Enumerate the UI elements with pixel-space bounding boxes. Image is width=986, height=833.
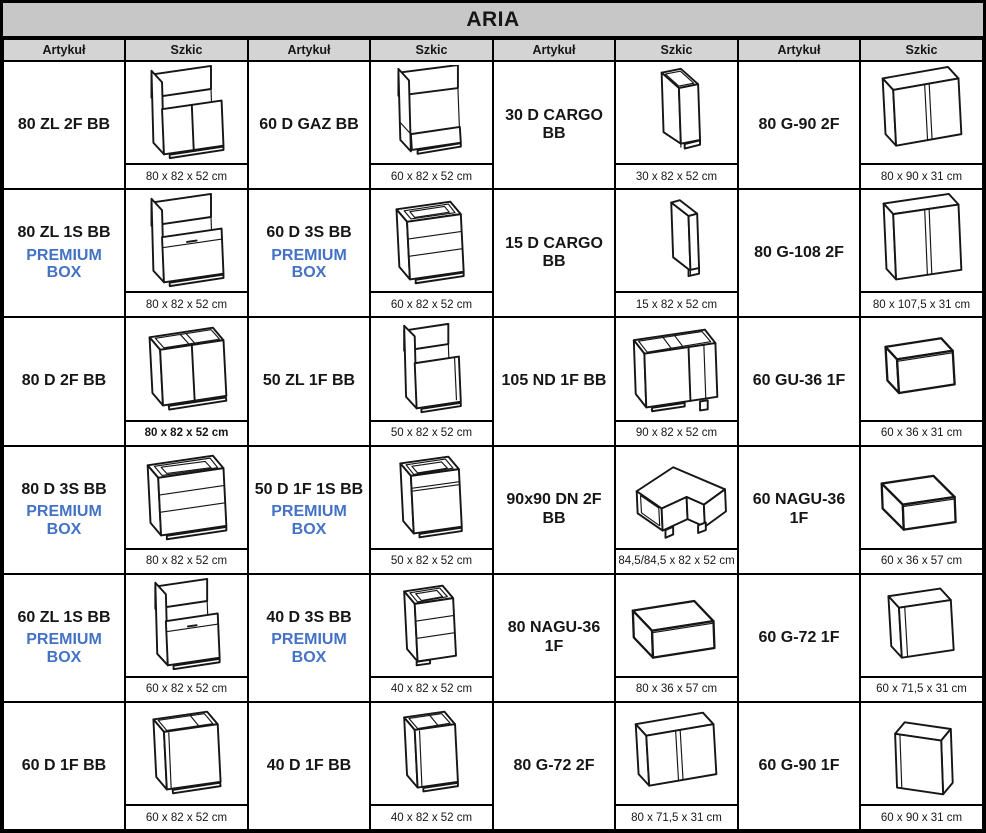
corner-blind-105-sketch	[617, 321, 737, 417]
base-2-door-sketch	[127, 321, 247, 417]
sketch-area	[126, 190, 247, 291]
wall-90-1door-sketch	[862, 705, 982, 801]
article-code: 105 ND 1F BB	[501, 372, 607, 390]
wall-72-2door-sketch	[617, 705, 737, 801]
article-code: 80 NAGU-36 1F	[507, 619, 601, 655]
article-code: 60 G-72 1F	[758, 628, 840, 646]
catalog-table	[3, 39, 983, 830]
premium-box-label: PREMIUM BOX	[271, 246, 347, 282]
article-cell	[738, 317, 860, 445]
sketch-area	[616, 447, 737, 548]
drawers-3-40-sketch	[372, 577, 492, 673]
sketch-cell	[370, 189, 493, 317]
sketch-area	[861, 318, 982, 419]
sketch-area	[861, 62, 982, 163]
article-cell	[738, 702, 860, 830]
article-code: 80 ZL 1S BB	[17, 224, 111, 242]
sketch-area	[371, 575, 492, 676]
sink-base-2-door-sketch	[127, 65, 247, 161]
sketch-area	[126, 703, 247, 804]
drawers-3-80-sketch	[127, 449, 247, 545]
article-cell	[3, 61, 125, 189]
dimension-label: 80 x 82 x 52 cm	[126, 291, 247, 316]
sketch-cell	[125, 702, 248, 830]
article-code: 80 D 3S BB	[21, 480, 107, 498]
column-header-artykul: Artykuł	[738, 39, 860, 61]
sketch-cell	[615, 317, 738, 445]
dimension-label: 30 x 82 x 52 cm	[616, 163, 737, 188]
column-header-szkic: Szkic	[860, 39, 983, 61]
dimension-label: 40 x 82 x 52 cm	[371, 676, 492, 701]
dimension-label: 80 x 71,5 x 31 cm	[616, 804, 737, 829]
dimension-label: 80 x 82 x 52 cm	[126, 420, 247, 445]
sketch-cell	[615, 61, 738, 189]
dimension-label: 80 x 82 x 52 cm	[126, 548, 247, 573]
top-box-gu36-sketch	[862, 321, 982, 417]
article-cell	[738, 446, 860, 574]
article-cell	[248, 574, 370, 702]
sketch-cell	[370, 446, 493, 574]
column-header-szkic: Szkic	[370, 39, 493, 61]
article-code: 80 G-90 2F	[758, 115, 840, 133]
dimension-label: 60 x 90 x 31 cm	[861, 804, 982, 829]
sketch-cell	[125, 574, 248, 702]
drawers-3-60-sketch	[372, 193, 492, 289]
dimension-label: 60 x 82 x 52 cm	[126, 676, 247, 701]
article-cell	[493, 446, 615, 574]
sketch-area	[371, 447, 492, 548]
wall-90-2door-sketch	[862, 65, 982, 161]
top-box-nagu-60-sketch	[862, 449, 982, 545]
article-cell	[493, 574, 615, 702]
article-cell	[738, 189, 860, 317]
sketch-area	[371, 703, 492, 804]
wall-108-2door-sketch	[862, 193, 982, 289]
sketch-cell	[860, 317, 983, 445]
article-cell	[3, 317, 125, 445]
sketch-area	[616, 703, 737, 804]
premium-box-label: PREMIUM BOX	[26, 503, 102, 538]
sketch-cell	[615, 446, 738, 574]
sketch-area	[126, 447, 247, 548]
article-cell	[3, 189, 125, 317]
sketch-cell	[615, 189, 738, 317]
dimension-label: 90 x 82 x 52 cm	[616, 420, 737, 445]
article-code: 40 D 3S BB	[266, 608, 352, 626]
article-cell	[493, 702, 615, 830]
sketch-area	[126, 318, 247, 419]
article-cell	[248, 446, 370, 574]
dimension-label: 50 x 82 x 52 cm	[371, 548, 492, 573]
sink-base-1-drawer-60-sketch	[127, 577, 247, 673]
article-cell	[248, 702, 370, 830]
premium-box-label: PREMIUM BOX	[26, 631, 102, 666]
dimension-label: 60 x 71,5 x 31 cm	[861, 676, 982, 701]
sketch-area	[616, 318, 737, 419]
article-cell	[248, 189, 370, 317]
sketch-cell	[370, 61, 493, 189]
article-code: 60 GU-36 1F	[752, 372, 846, 390]
article-cell	[738, 574, 860, 702]
sketch-cell	[125, 317, 248, 445]
sketch-cell	[370, 574, 493, 702]
article-code: 40 D 1F BB	[266, 756, 352, 774]
cargo-30-sketch	[617, 65, 737, 161]
article-code: 90x90 DN 2F BB	[506, 491, 602, 527]
article-cell	[248, 61, 370, 189]
column-header-szkic: Szkic	[615, 39, 738, 61]
sketch-cell	[860, 61, 983, 189]
article-cell	[3, 574, 125, 702]
sketch-area	[371, 318, 492, 419]
wall-72-1door-sketch	[862, 577, 982, 673]
sketch-cell	[370, 317, 493, 445]
dimension-label: 80 x 107,5 x 31 cm	[861, 291, 982, 316]
cargo-15-sketch	[617, 193, 737, 289]
article-cell	[3, 446, 125, 574]
sketch-cell	[860, 189, 983, 317]
article-cell	[738, 61, 860, 189]
dimension-label: 50 x 82 x 52 cm	[371, 420, 492, 445]
dimension-label: 84,5/84,5 x 82 x 52 cm	[616, 548, 737, 573]
column-header-artykul: Artykuł	[3, 39, 125, 61]
sketch-area	[126, 62, 247, 163]
premium-box-label: PREMIUM BOX	[271, 631, 347, 666]
sketch-area	[371, 190, 492, 291]
article-code: 60 D 1F BB	[21, 756, 107, 774]
sketch-area	[126, 575, 247, 676]
dimension-label: 80 x 90 x 31 cm	[861, 163, 982, 188]
catalog-title: ARIA	[3, 3, 983, 39]
article-code: 15 D CARGO BB	[505, 234, 603, 271]
sketch-cell	[615, 702, 738, 830]
oven-housing-sketch	[372, 65, 492, 161]
premium-box-label: PREMIUM BOX	[26, 246, 102, 282]
dimension-label: 80 x 82 x 52 cm	[126, 163, 247, 188]
sink-base-1-door-sketch	[372, 321, 492, 417]
sketch-area	[861, 190, 982, 291]
sketch-cell	[125, 189, 248, 317]
dimension-label: 60 x 36 x 57 cm	[861, 548, 982, 573]
article-code: 80 D 2F BB	[21, 372, 107, 390]
article-code: 50 D 1F 1S BB	[254, 480, 364, 498]
corner-L-90-sketch	[617, 449, 737, 545]
dimension-label: 60 x 36 x 31 cm	[861, 420, 982, 445]
dimension-label: 80 x 36 x 57 cm	[616, 676, 737, 701]
dimension-label: 60 x 82 x 52 cm	[371, 291, 492, 316]
sketch-area	[616, 575, 737, 676]
sketch-area	[861, 703, 982, 804]
article-cell	[493, 61, 615, 189]
sink-base-1-drawer-sketch	[127, 193, 247, 289]
article-code: 80 ZL 2F BB	[17, 115, 111, 133]
top-box-nagu-80-sketch	[617, 577, 737, 673]
article-cell	[493, 317, 615, 445]
dimension-label: 40 x 82 x 52 cm	[371, 804, 492, 829]
base-1-door-60-sketch	[127, 705, 247, 801]
base-door-drawer-sketch	[372, 449, 492, 545]
sketch-cell	[615, 574, 738, 702]
sketch-area	[861, 447, 982, 548]
sketch-cell	[370, 702, 493, 830]
dimension-label: 15 x 82 x 52 cm	[616, 291, 737, 316]
article-code: 30 D CARGO BB	[505, 106, 603, 143]
article-code: 60 D 3S BB	[266, 224, 352, 242]
article-code: 60 D GAZ BB	[259, 115, 359, 133]
article-code: 80 G-72 2F	[513, 756, 595, 774]
sketch-area	[616, 190, 737, 291]
sketch-area	[371, 62, 492, 163]
sketch-cell	[860, 574, 983, 702]
sketch-area	[861, 575, 982, 676]
sketch-cell	[125, 446, 248, 574]
article-code: 60 ZL 1S BB	[17, 608, 111, 626]
article-cell	[493, 189, 615, 317]
dimension-label: 60 x 82 x 52 cm	[126, 804, 247, 829]
sketch-cell	[860, 702, 983, 830]
sketch-area	[616, 62, 737, 163]
article-code: 50 ZL 1F BB	[262, 372, 356, 390]
article-cell	[248, 317, 370, 445]
sketch-cell	[860, 446, 983, 574]
sketch-cell	[125, 61, 248, 189]
article-code: 60 G-90 1F	[758, 756, 840, 774]
article-code: 80 G-108 2F	[754, 244, 844, 262]
dimension-label: 60 x 82 x 52 cm	[371, 163, 492, 188]
column-header-artykul: Artykuł	[493, 39, 615, 61]
column-header-szkic: Szkic	[125, 39, 248, 61]
column-header-artykul: Artykuł	[248, 39, 370, 61]
premium-box-label: PREMIUM BOX	[271, 503, 347, 538]
base-1-door-40-sketch	[372, 705, 492, 801]
article-code: 60 NAGU-36 1F	[752, 491, 846, 527]
article-cell	[3, 702, 125, 830]
